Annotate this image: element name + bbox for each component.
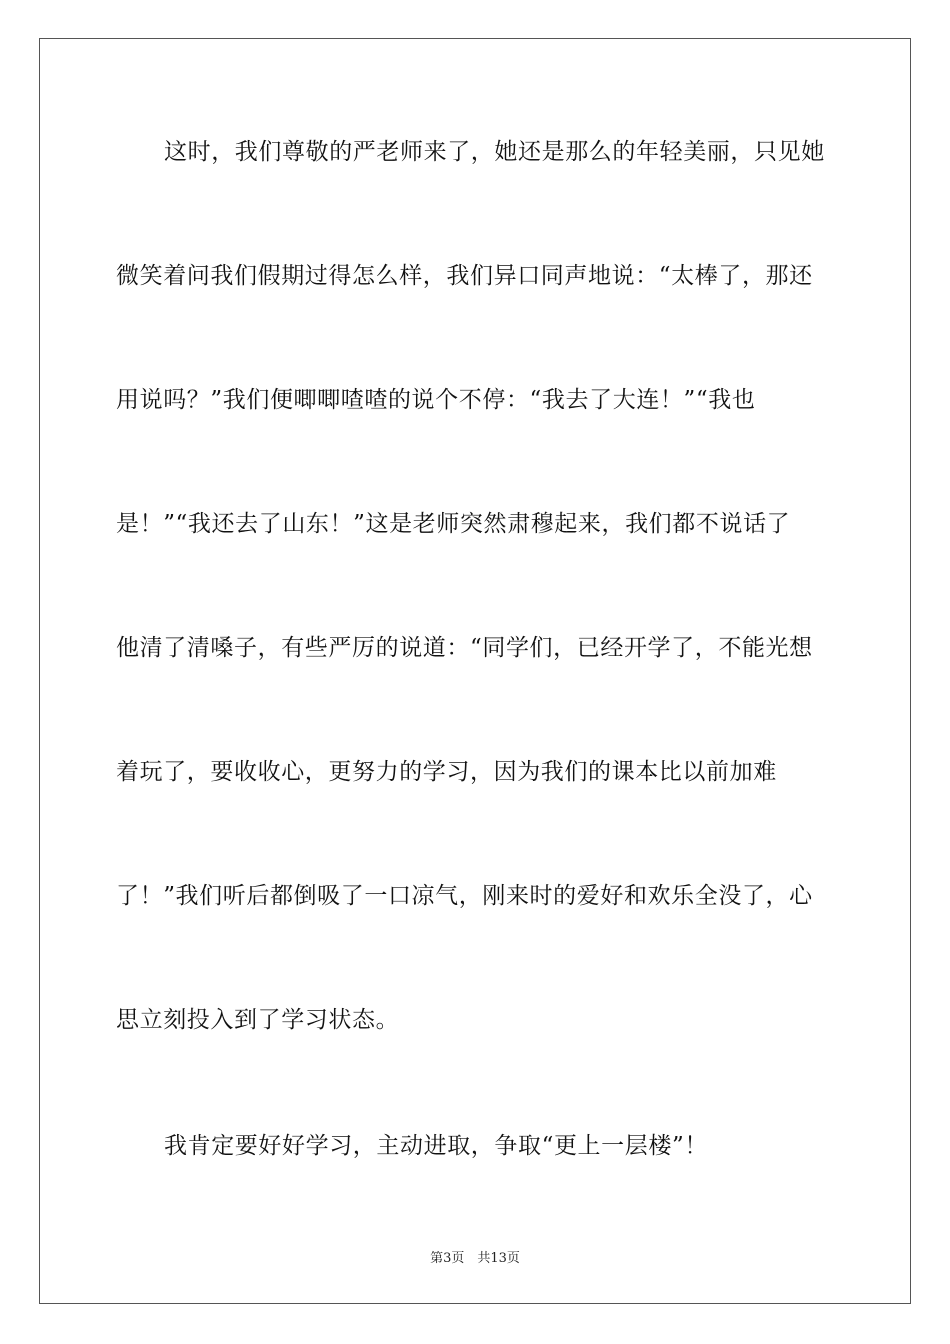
paragraph-1-line-8: 思立刻投入到了学习状态。 xyxy=(116,1007,400,1033)
paragraph-1-line-5: 他清了清嗓子，有些严厉的说道：“同学们，已经开学了，不能光想 xyxy=(116,635,813,661)
paragraph-1-line-1: 这时，我们尊敬的严老师来了，她还是那么的年轻美丽，只见她 xyxy=(164,139,825,165)
paragraph-1-line-7: 了！”我们听后都倒吸了一口凉气，刚来时的爱好和欢乐全没了，心 xyxy=(116,883,813,909)
page-number-footer: 第3页 共13页 xyxy=(430,1251,520,1266)
paragraph-1-line-6: 着玩了，要收收心，更努力的学习，因为我们的课本比以前加难 xyxy=(116,759,777,785)
paragraph-1-line-4: 是！”“我还去了山东！”这是老师突然肃穆起来，我们都不说话了 xyxy=(116,511,791,537)
paragraph-1-line-3: 用说吗？”我们便唧唧喳喳的说个不停：“我去了大连！”“我也 xyxy=(116,387,756,413)
paragraph-1-line-2: 微笑着问我们假期过得怎么样，我们异口同声地说：“太棒了，那还 xyxy=(116,263,813,289)
paragraph-2-line-1: 我肯定要好好学习，主动进取，争取“更上一层楼”！ xyxy=(164,1133,708,1159)
page-frame xyxy=(39,38,911,1304)
